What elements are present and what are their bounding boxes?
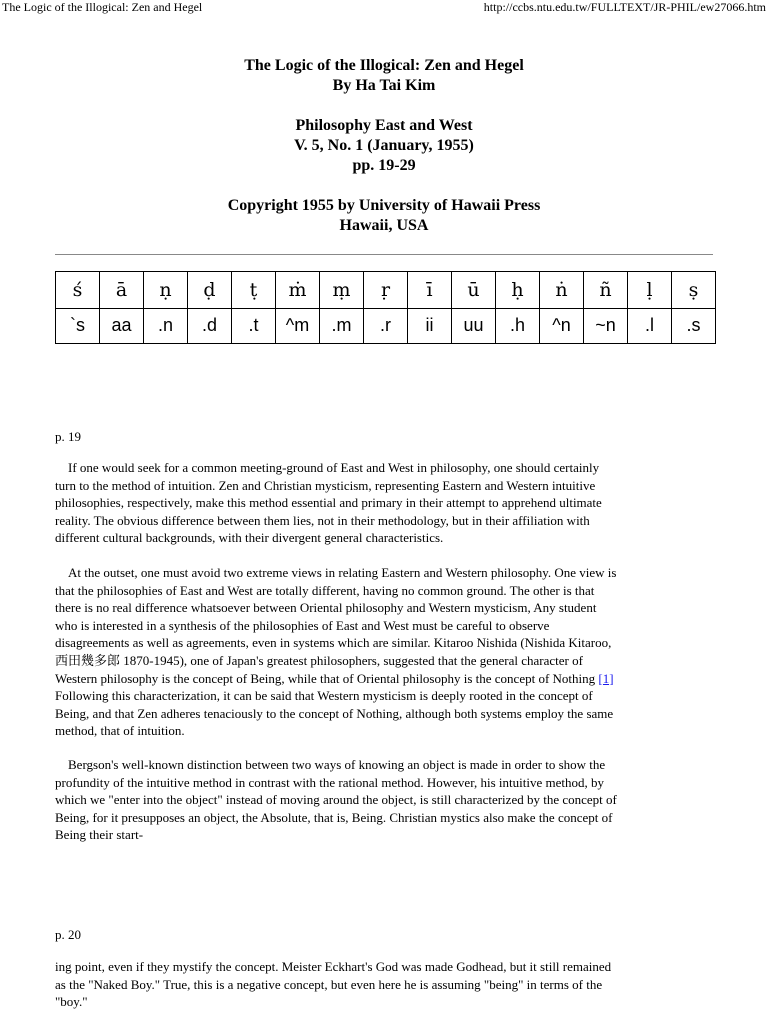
- text-line-content: Bergson's well-known distinction between two ways of knowing an object is made in order to show the: [68, 757, 606, 772]
- ascii-cell: .s: [672, 308, 716, 343]
- ascii-cell: `s: [56, 308, 100, 343]
- text-line: Being, and that Zen adheres tenaciously to the concept of Nothing, although both systems employ the same: [55, 705, 614, 721]
- text-line: method, that of intuition.: [55, 723, 185, 739]
- text-line-content: At the outset, one must avoid two extreme views in relating Eastern and Western philosophy. One view is: [68, 565, 617, 580]
- ascii-row: [56, 308, 716, 343]
- diacritic-row: [56, 272, 716, 309]
- diacritic-cell: ś: [56, 272, 100, 309]
- ascii-cell: uu: [452, 308, 496, 343]
- article-author: By Ha Tai Kim: [332, 77, 436, 94]
- text-line: [55, 564, 715, 582]
- text-line: [55, 459, 715, 477]
- diacritic-cell: ṣ: [672, 272, 716, 309]
- ascii-cell: .m: [320, 308, 364, 343]
- footnote-link-1[interactable]: [1]: [598, 670, 614, 686]
- diacritic-cell: ñ: [584, 272, 628, 309]
- ascii-cell: .t: [232, 308, 276, 343]
- text-line: "boy.": [55, 994, 88, 1010]
- diacritic-cell: ḍ: [188, 272, 232, 309]
- diacritic-cell: ḷ: [628, 272, 672, 309]
- diacritic-cell: ḥ: [496, 272, 540, 309]
- ascii-cell: aa: [100, 308, 144, 343]
- page-header-url: http://ccbs.ntu.edu.tw/FULLTEXT/JR-PHIL/ew27066.htm: [483, 0, 766, 14]
- journal-info-block: [0, 116, 768, 176]
- page-header-title: The Logic of the Illogical: Zen and Hegel: [2, 0, 203, 14]
- text-line: different cultural backgrounds, with their divergent general characteristics.: [55, 530, 444, 546]
- page-marker-19: p. 19: [55, 429, 81, 444]
- ascii-cell: .l: [628, 308, 672, 343]
- text-line: 西田幾多郎 1870-1945), one of Japan's greatest philosophers, suggested that the general character of: [55, 652, 583, 668]
- text-line: disagreements as well as agreements, even in systems which are similar. Kitaroo Nishida (Nishida Kitaroo,: [55, 635, 612, 651]
- diacritic-cell: ṁ: [276, 272, 320, 309]
- diacritic-cell: ṭ: [232, 272, 276, 309]
- diacritic-cell: ṅ: [540, 272, 584, 309]
- article-title-block: [0, 56, 768, 96]
- ascii-cell: .n: [144, 308, 188, 343]
- diacritic-cell: ṛ: [364, 272, 408, 309]
- ascii-cell: ~n: [584, 308, 628, 343]
- text-line: that the philosophies of East and West are totally different, having no common ground. The other is that: [55, 582, 595, 598]
- journal-name: Philosophy East and West: [295, 117, 473, 134]
- copyright-block: [0, 196, 768, 236]
- text-line-content: If one would seek for a common meeting-ground of East and West in philosophy, one should certainly: [68, 460, 600, 475]
- text-line: Following this characterization, it can be said that Western mysticism is deeply rooted in the concept of: [55, 688, 593, 704]
- copyright-place: Hawaii, USA: [339, 217, 429, 234]
- paragraph-3: [55, 756, 715, 844]
- diacritic-cell: ṇ: [144, 272, 188, 309]
- ascii-cell: ^n: [540, 308, 584, 343]
- page-marker-20: p. 20: [55, 927, 81, 942]
- text-line: reality. The obvious difference between them lies, not in their methodology, but in their affiliation with: [55, 512, 590, 528]
- text-line: Being their start-: [55, 827, 144, 843]
- diacritic-cell: ṃ: [320, 272, 364, 309]
- ascii-cell: .h: [496, 308, 540, 343]
- text-line: [55, 756, 715, 774]
- copyright-line: Copyright 1955 by University of Hawaii Press: [227, 197, 541, 214]
- text-line: profundity of the intuitive method in contrast with the rational method. However, his intuitive method, by: [55, 774, 604, 790]
- text-line: ing point, even if they mystify the concept. Meister Eckhart's God was made Godhead, but it still remained: [55, 959, 612, 974]
- text-line: which we "enter into the object" instead of moving around the object, is still characterized by the concept of: [55, 792, 617, 808]
- text-line: Being, for it presupposes an object, the Absolute, that is, Being. Christian mystics also make the concept of: [55, 809, 613, 825]
- journal-volume: V. 5, No. 1 (January, 1955): [294, 137, 474, 154]
- horizontal-rule: [55, 254, 713, 255]
- article-title: The Logic of the Illogical: Zen and Hegel: [244, 57, 524, 74]
- text-line-content: Western philosophy is the concept of Being, while that of Oriental philosophy is the concept of Nothing: [55, 670, 596, 686]
- text-line: there is no real difference whatsoever between Oriental philosophy and Western mysticism, Any student: [55, 600, 597, 616]
- transliteration-table: [55, 271, 716, 344]
- text-line: as the "Naked Boy." True, this is a negative concept, but even here he is assuming "being" in terms of the: [55, 976, 603, 992]
- text-line: turn to the method of intuition. Zen and Christian mysticism, representing Eastern and Western intuitive: [55, 477, 596, 493]
- ascii-cell: .d: [188, 308, 232, 343]
- journal-pages: pp. 19-29: [352, 157, 416, 174]
- diacritic-cell: ī: [408, 272, 452, 309]
- text-line: [55, 670, 715, 688]
- diacritic-cell: ā: [100, 272, 144, 309]
- text-line: who is interested in a synthesis of the philosophies of East and West must be careful to observe: [55, 617, 550, 633]
- ascii-cell: ^m: [276, 308, 320, 343]
- diacritic-cell: ū: [452, 272, 496, 309]
- paragraph-2: [55, 564, 715, 740]
- paragraph-4: [55, 958, 715, 1011]
- ascii-cell: ii: [408, 308, 452, 343]
- paragraph-1: [55, 459, 715, 547]
- text-line: philosophies, respectively, make this method essential and primary in their attempt to apprehend ultimate: [55, 495, 602, 511]
- ascii-cell: .r: [364, 308, 408, 343]
